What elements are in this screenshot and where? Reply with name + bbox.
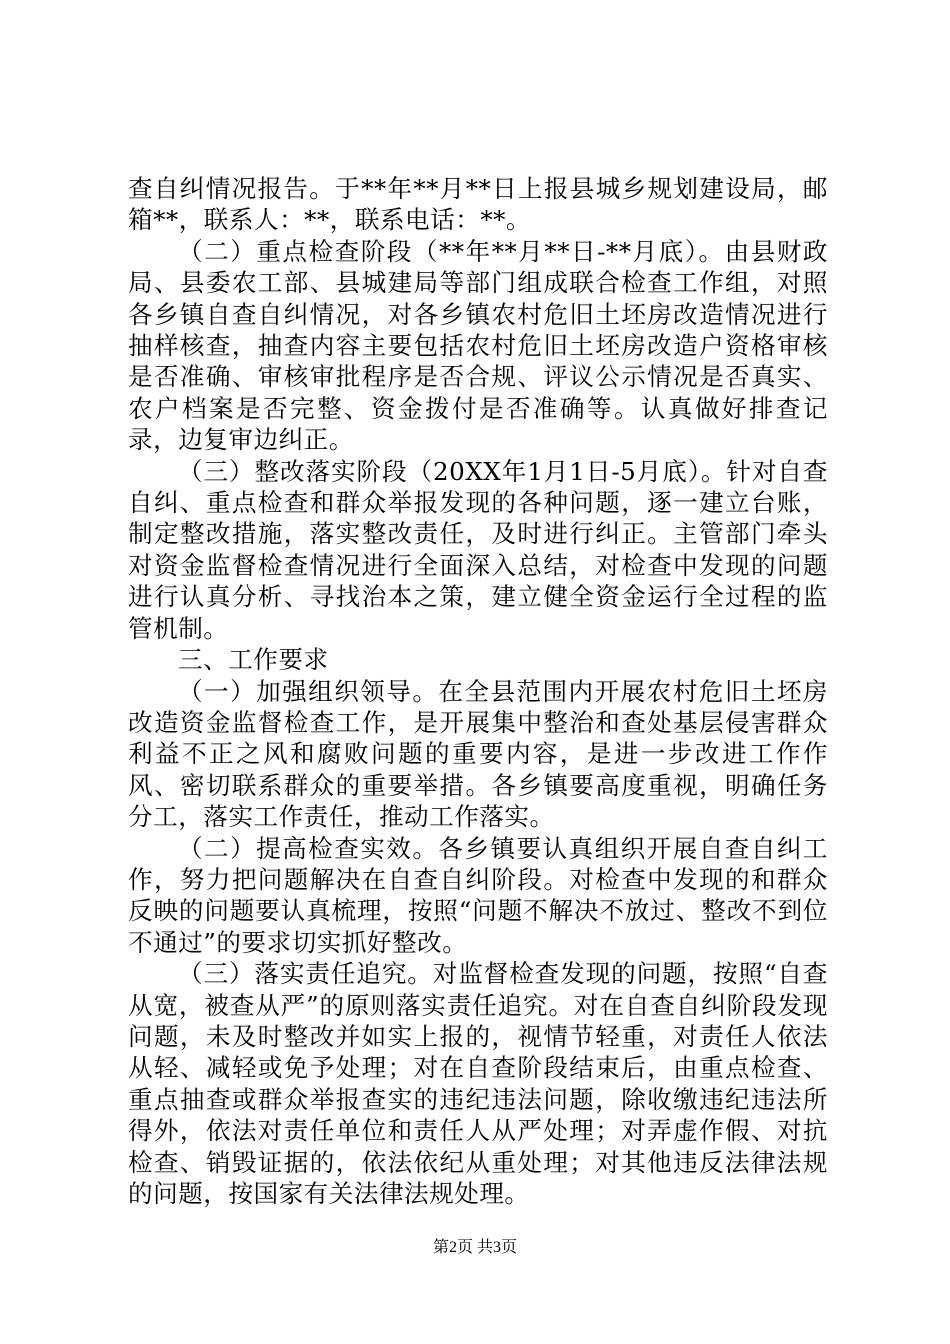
paragraph-improve-effectiveness: （二）提高检查实效。各乡镇要认真组织开展自查自纠工作，努力把问题解决在自查自纠阶段。对检查中发现的和群众反映的问题要认真梳理，按照“问题不解决不放过、整改不到位不通过”的要求切实抓好整改。 (128, 833, 828, 957)
paragraph-continuation: 查自纠情况报告。于**年**月**日上报县城乡规划建设局，邮箱**，联系人：**，联系电话：**。 (128, 174, 828, 235)
paragraph-key-inspection-stage: （二）重点检查阶段（**年**月**日-**月底）。由县财政局、县委农工部、县城建局等部门组成联合检查工作组，对照各乡镇自查自纠情况，对各乡镇农村危旧土坯房改造情况进行抽样核查，抽查内容主要包括农村危旧土坯房改造户资格审核是否准确、审核审批程序是否合规、评议公示情况是否真实、农户档案是否完整、资金拨付是否准确等。认真做好排查记录，边复审边纠正。 (128, 236, 828, 455)
paragraph-rectification-stage: （三）整改落实阶段（20XX年1月1日-5月底）。针对自查自纠、重点检查和群众举报发现的各种问题，逐一建立台账，制定整改措施，落实整改责任，及时进行纠正。主管部门牵头对资金监督检查情况进行全面深入总结，对检查中发现的问题进行认真分析、寻找治本之策，建立健全资金运行全过程的监管机制。 (128, 456, 828, 643)
document-body (128, 173, 828, 1209)
paragraph-accountability: （三）落实责任追究。对监督检查发现的问题，按照“自查从宽，被查从严”的原则落实责任追究。对在自查自纠阶段发现问题，未及时整改并如实上报的，视情节轻重，对责任人依法从轻、减轻或免予处理；对在自查阶段结束后，由重点检查、重点抽查或群众举报查实的违纪违法问题，除收缴违纪违法所得外，依法对责任单位和责任人从严处理；对弄虚作假、对抗检查、销毁证据的，依法依纪从重处理；对其他违反法律法规的问题，按国家有关法律法规处理。 (128, 959, 828, 1208)
page-number-footer: 第2页 共3页 (432, 1239, 517, 1256)
paragraph-strengthen-leadership: （一）加强组织领导。在全县范围内开展农村危旧土坯房改造资金监督检查工作，是开展集中整治和查处基层侵害群众利益不正之风和腐败问题的重要内容，是进一步改进工作作风、密切联系群众的重要举措。各乡镇要高度重视，明确任务分工，落实工作责任，推动工作落实。 (128, 676, 828, 832)
section-heading-work-requirements: 三、工作要求 (178, 645, 329, 675)
